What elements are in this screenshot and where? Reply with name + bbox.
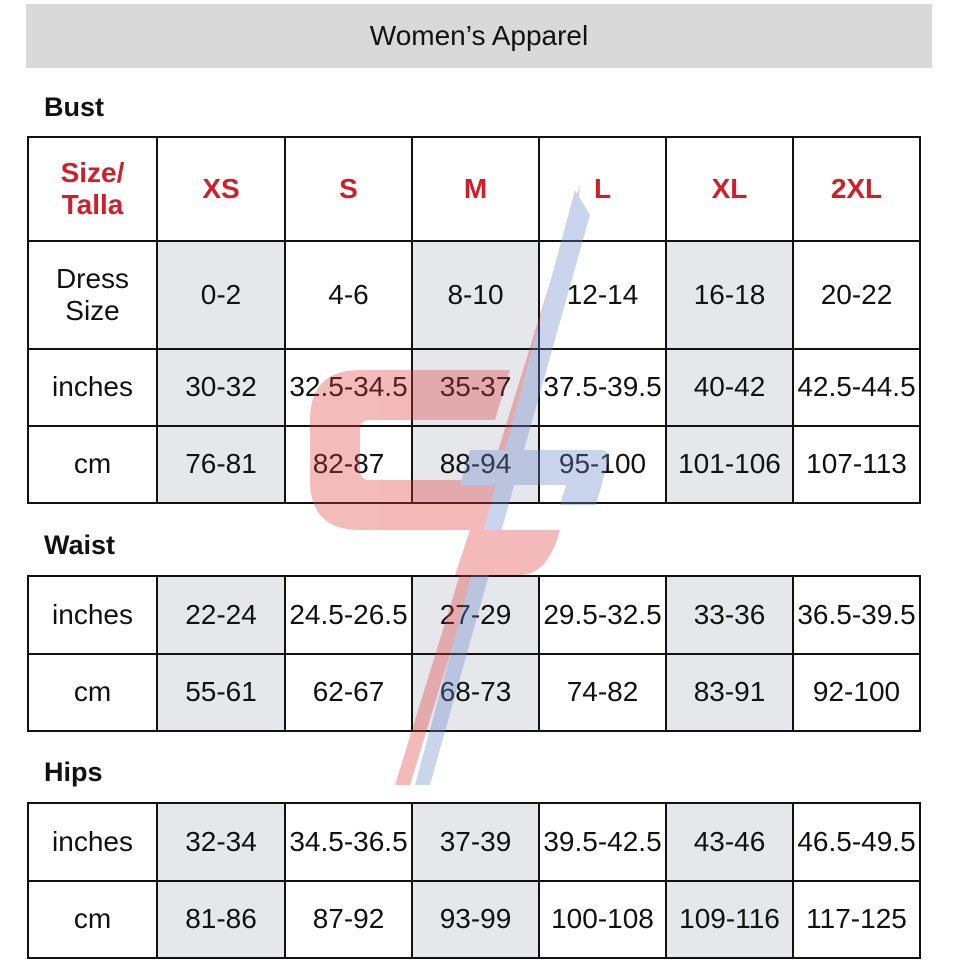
table-cell: 34.5-36.5 xyxy=(285,803,412,881)
page-title-banner xyxy=(26,4,932,68)
table-cell: 62-67 xyxy=(285,654,412,731)
table-cell: 55-61 xyxy=(157,654,285,731)
size-header-xs: XS xyxy=(157,137,285,241)
table-cell: 95-100 xyxy=(539,426,666,503)
table-cell: 29.5-32.5 xyxy=(539,576,666,654)
table-cell: 109-116 xyxy=(666,881,793,958)
table-row xyxy=(28,137,920,241)
table-cell: 35-37 xyxy=(412,349,539,426)
size-header-2xl: 2XL xyxy=(793,137,920,241)
table-cell: 42.5-44.5 xyxy=(793,349,920,426)
table-cell: 24.5-26.5 xyxy=(285,576,412,654)
table-cell: 68-73 xyxy=(412,654,539,731)
table-row xyxy=(28,241,920,349)
table-cell: 40-42 xyxy=(666,349,793,426)
table-cell: 33-36 xyxy=(666,576,793,654)
table-cell: 22-24 xyxy=(157,576,285,654)
table-cell: 37-39 xyxy=(412,803,539,881)
row-label-cm: cm xyxy=(28,881,157,958)
table-cell: 87-92 xyxy=(285,881,412,958)
table-cell: 46.5-49.5 xyxy=(793,803,920,881)
bust-table xyxy=(27,136,921,504)
size-header-s: S xyxy=(285,137,412,241)
table-cell: 43-46 xyxy=(666,803,793,881)
table-cell: 117-125 xyxy=(793,881,920,958)
table-cell: 4-6 xyxy=(285,241,412,349)
row-label-cm: cm xyxy=(28,426,157,503)
row-label-cm: cm xyxy=(28,654,157,731)
table-cell: 107-113 xyxy=(793,426,920,503)
table-cell: 76-81 xyxy=(157,426,285,503)
size-header-xl: XL xyxy=(666,137,793,241)
table-cell: 100-108 xyxy=(539,881,666,958)
table-row xyxy=(28,426,920,503)
table-cell: 81-86 xyxy=(157,881,285,958)
table-cell: 74-82 xyxy=(539,654,666,731)
waist-table xyxy=(27,575,921,732)
table-cell: 32-34 xyxy=(157,803,285,881)
table-cell: 101-106 xyxy=(666,426,793,503)
table-row xyxy=(28,803,920,881)
waist-section-title: Waist xyxy=(44,530,116,560)
size-header-l: L xyxy=(539,137,666,241)
row-label-inches: inches xyxy=(28,803,157,881)
table-cell: 36.5-39.5 xyxy=(793,576,920,654)
table-row xyxy=(28,654,920,731)
table-cell: 20-22 xyxy=(793,241,920,349)
table-row xyxy=(28,576,920,654)
hips-table xyxy=(27,802,921,959)
row-label-inches: inches xyxy=(28,349,157,426)
hips-section-title: Hips xyxy=(44,757,103,787)
table-cell: 32.5-34.5 xyxy=(285,349,412,426)
table-cell: 92-100 xyxy=(793,654,920,731)
row-label-inches: inches xyxy=(28,576,157,654)
page-title: Women’s Apparel xyxy=(369,20,589,51)
table-cell: 12-14 xyxy=(539,241,666,349)
table-cell: 83-91 xyxy=(666,654,793,731)
table-cell: 16-18 xyxy=(666,241,793,349)
table-cell: 93-99 xyxy=(412,881,539,958)
table-cell: 88-94 xyxy=(412,426,539,503)
size-header-label: Size/ Talla xyxy=(28,137,157,241)
table-row xyxy=(28,881,920,958)
table-cell: 8-10 xyxy=(412,241,539,349)
bust-section-title: Bust xyxy=(44,92,104,122)
size-header-m: M xyxy=(412,137,539,241)
table-cell: 30-32 xyxy=(157,349,285,426)
table-row xyxy=(28,349,920,426)
table-cell: 27-29 xyxy=(412,576,539,654)
table-cell: 82-87 xyxy=(285,426,412,503)
table-cell: 39.5-42.5 xyxy=(539,803,666,881)
dress-size-label: Dress Size xyxy=(28,241,157,349)
table-cell: 0-2 xyxy=(157,241,285,349)
table-cell: 37.5-39.5 xyxy=(539,349,666,426)
